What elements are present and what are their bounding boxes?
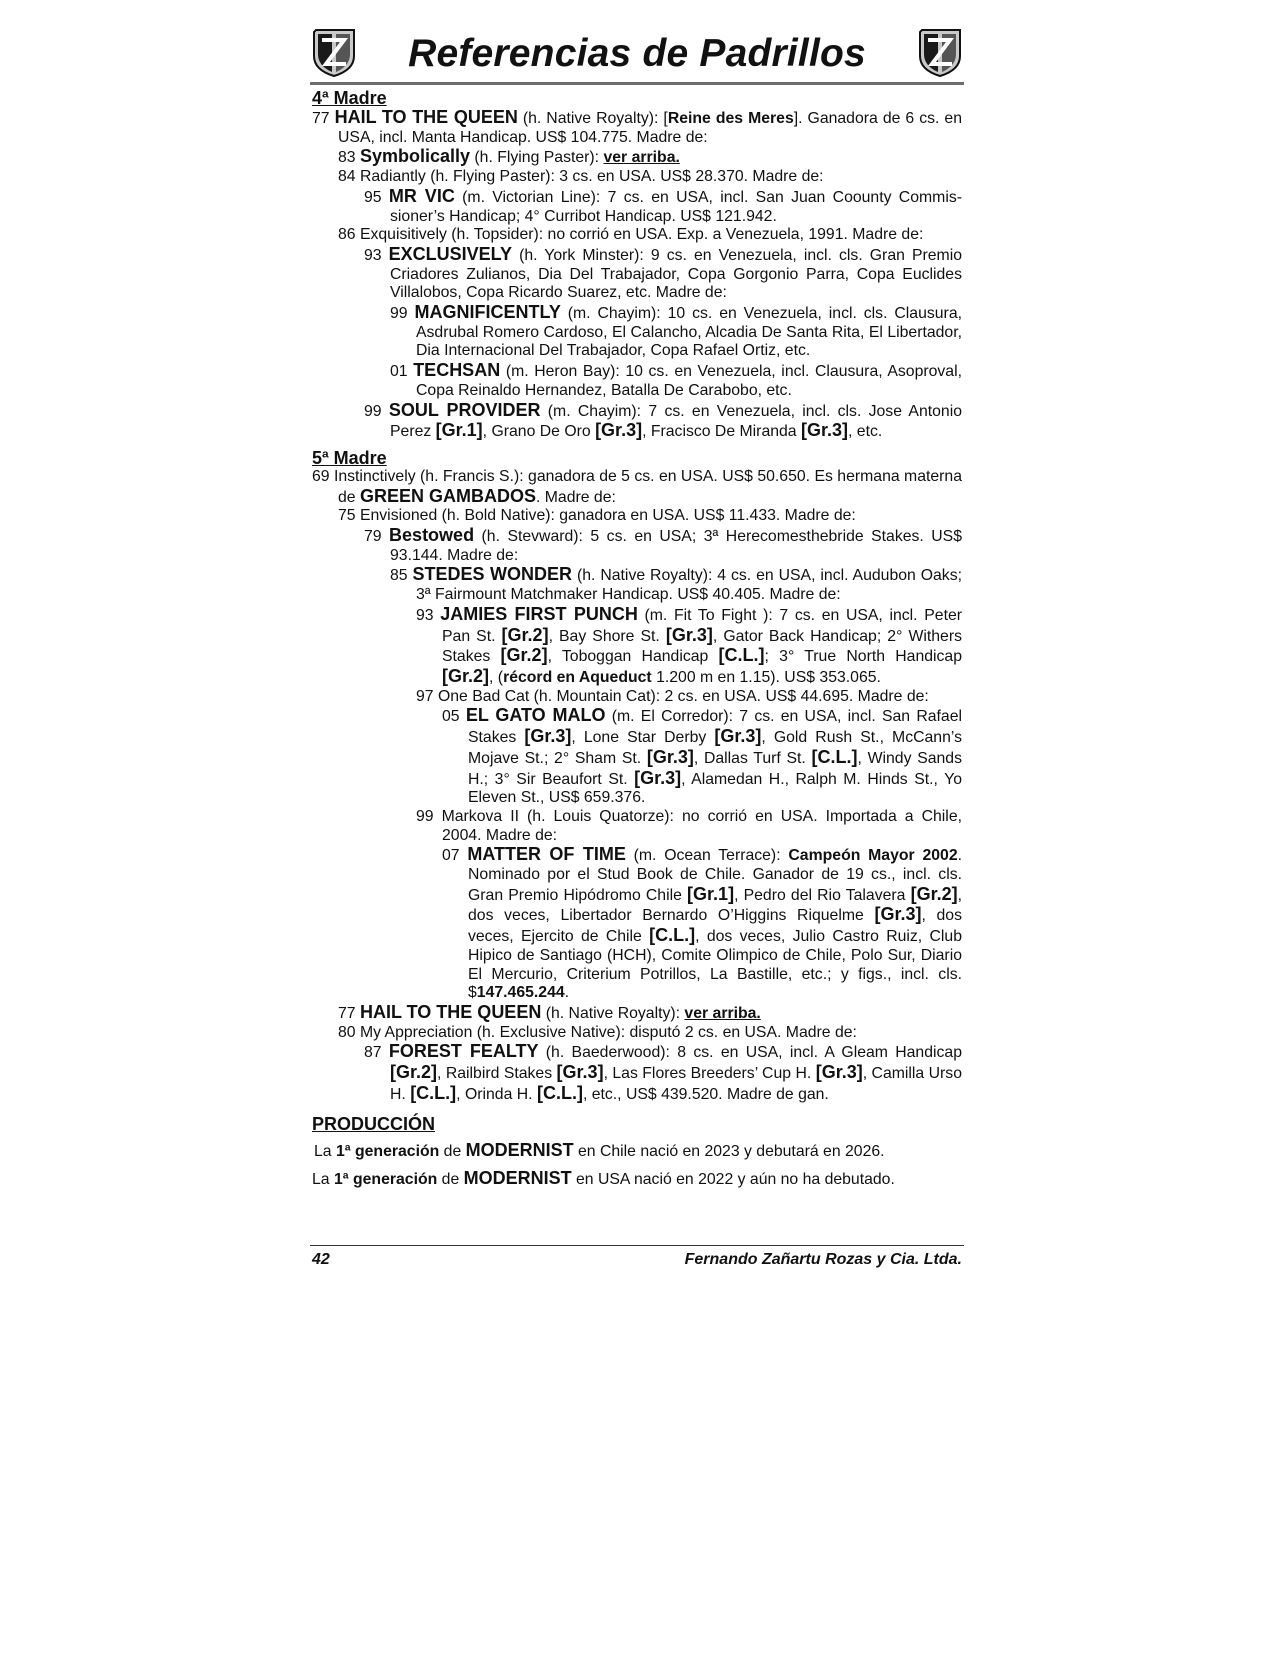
entry: 05 EL GATO MALO (m. El Corredor): 7 cs. en USA, incl. San Rafael Stakes [Gr.3], Lone Star Derby [Gr.3], Gold Rush St., McCann’s Mojave St.; 2° Sham St. [Gr.3], Dallas Turf St. [C.L.], Windy Sands H.; 3° Sir Beaufort St. [Gr.3], Alamedan H., Ralph M. Hinds St., Yo Eleven St., US$ 659.376. [442,705,962,807]
entry: 84 Radiantly (h. Flying Paster): 3 cs. en USA. US$ 28.370. Madre de: [338,168,824,186]
entry: 79 Bestowed (h. Stevward): 5 cs. en USA; 3ª Herecomesthebride Stakes. US$ 93.144. Madre de: [364,525,962,564]
page-title: Referencias de Padrillos [408,32,866,75]
text: 1ª generación [333,1171,438,1189]
text: 1ª generación [335,1143,440,1161]
entry: 95 MR VIC (m. Victorian Line): 7 cs. en USA, incl. San Juan Coounty Commissioner’s Handicap; 4° Curribot Handicap. US$ 121.942. [364,185,962,225]
text: en Chile nació en 2023 y debutará en 2026. [573,1143,885,1161]
entry: 69 Instinctively (h. Francis S.): ganadora de 5 cs. en USA. US$ 50.650. Es hermana materna de GREEN GAMBADOS. Madre de: [312,467,962,506]
entry: 97 One Bad Cat (h. Mountain Cat): 2 cs. en USA. US$ 44.695. Madre de: [416,687,929,705]
section-4th-dam: 4ª Madre [312,88,387,108]
page-header [310,20,964,82]
entry: 86 Exquisitively (h. Topsider): no corrió en USA. Exp. a Venezuela, 1991. Madre de: [338,226,924,244]
footer-rule [310,1245,964,1246]
entry: 99 Markova II (h. Louis Quatorze): no corrió en USA. Importada a Chile, 2004. Madre de: [416,807,962,844]
entry: 77 HAIL TO THE QUEEN (h. Native Royalty): [Reine des Meres]. Ganadora de 6 cs. en USA, incl. Manta Handicap. US$ 104.775. Madre de: [312,107,962,146]
entry: 85 STEDES WONDER (h. Native Royalty): 4 cs. en USA, incl. Audubon Oaks; 3ª Fairmount Matchmaker Handicap. US$ 40.405. Madre de: [390,564,962,604]
entry: 83 Symbolically (h. Flying Paster): ver arriba. [338,146,680,167]
entry: 01 TECHSAN (m. Heron Bay): 10 cs. en Venezuela, incl. Clausura, Asoproval, Copa Reinaldo Hernandez, Batalla De Carabobo, etc. [390,360,962,399]
entry: 93 EXCLUSIVELY (h. York Minster): 9 cs. en Venezuela, incl. cls. Gran Premio Criadores Zulianos, Dia Del Trabajador, Copa Gorgonio Parra, Copa Euclides Villalobos, Copa Ricardo Suarez, etc. Madre de: [364,243,962,302]
text: de [437,1171,464,1189]
pedigree-content [312,86,962,1190]
production-line-usa [312,1168,962,1190]
entry: 99 SOUL PROVIDER (m. Chayim): 7 cs. en Venezuela, incl. cls. Jose Antonio Perez [Gr.1], Grano De Oro [Gr.3], Fracisco De Miranda [Gr.3], etc. [364,399,962,441]
entry: 80 My Appreciation (h. Exclusive Native): disputó 2 cs. en USA. Madre de: [338,1023,857,1041]
entry: 77 HAIL TO THE QUEEN (h. Native Royalty): ver arriba. [338,1001,761,1022]
entry: 75 Envisioned (h. Bold Native): ganadora en USA. US$ 11.433. Madre de: [338,507,856,525]
sire-name: MODERNIST [463,1168,572,1189]
page-number: 42 [312,1251,330,1268]
entry: 87 FOREST FEALTY (h. Baederwood): 8 cs. en USA, incl. A Gleam Handicap [Gr.2], Railbird Stakes [Gr.3], Las Flores Breeders’ Cup H. [Gr.3], Camilla Urso H. [C.L.], Orinda H. [C.L.], etc., US$ 439.520. Madre de gan. [364,1041,962,1103]
company-name: Fernando Zañartu Rozas y Cia. Ltda. [684,1251,962,1268]
production-line-chile [312,1140,962,1162]
entry: 93 JAMIES FIRST PUNCH (m. Fit To Fight ): 7 cs. en USA, incl. Peter Pan St. [Gr.2], Bay Shore St. [Gr.3], Gator Back Handicap; 2° Withers Stakes [Gr.2], Toboggan Handicap [C.L.]; 3° True North Handicap [Gr.2], (récord en Aqueduct 1.200 m en 1.15). US$ 353.065. [416,603,962,686]
sire-name: MODERNIST [465,1140,574,1161]
text: La [314,1143,336,1161]
section-produccion: PRODUCCIÓN [312,1114,436,1135]
text: La [312,1171,334,1189]
text: en USA nació en 2022 y aún no ha debutado. [571,1171,895,1189]
section-5th-dam: 5ª Madre [312,447,387,468]
entry: 99 MAGNIFICENTLY (m. Chayim): 10 cs. en Venezuela, incl. cls. Clausura, Asdrubal Romero Cardoso, El Calancho, Alcadia De Santa Rita, El Libertador, Dia Internacional Del Trabajador, Copa Rafael Ortiz, etc. [390,302,962,360]
header-rule [310,82,964,85]
entry: 07 MATTER OF TIME (m. Ocean Terrace): Campeón Mayor 2002. Nominado por el Stud Book de Chile. Ganador de 19 cs., incl. cls. Gran Premio Hipódromo Chile [Gr.1], Pedro del Rio Talavera [Gr.2], dos veces, Libertador Bernardo O’Higgins Riquelme [Gr.3], dos veces, Ejercito de Chile [C.L.], dos veces, Julio Castro Ruiz, Club Hipico de Santiago (HCH), Comite Olimpico de Chile, Polo Sur, Diario El Mercurio, Criterium Potrillos, La Bastille, etc.; y figs., incl. cls. $147.465.244. [442,844,963,1002]
text: de [439,1143,466,1161]
shield-logo-icon [916,26,964,78]
